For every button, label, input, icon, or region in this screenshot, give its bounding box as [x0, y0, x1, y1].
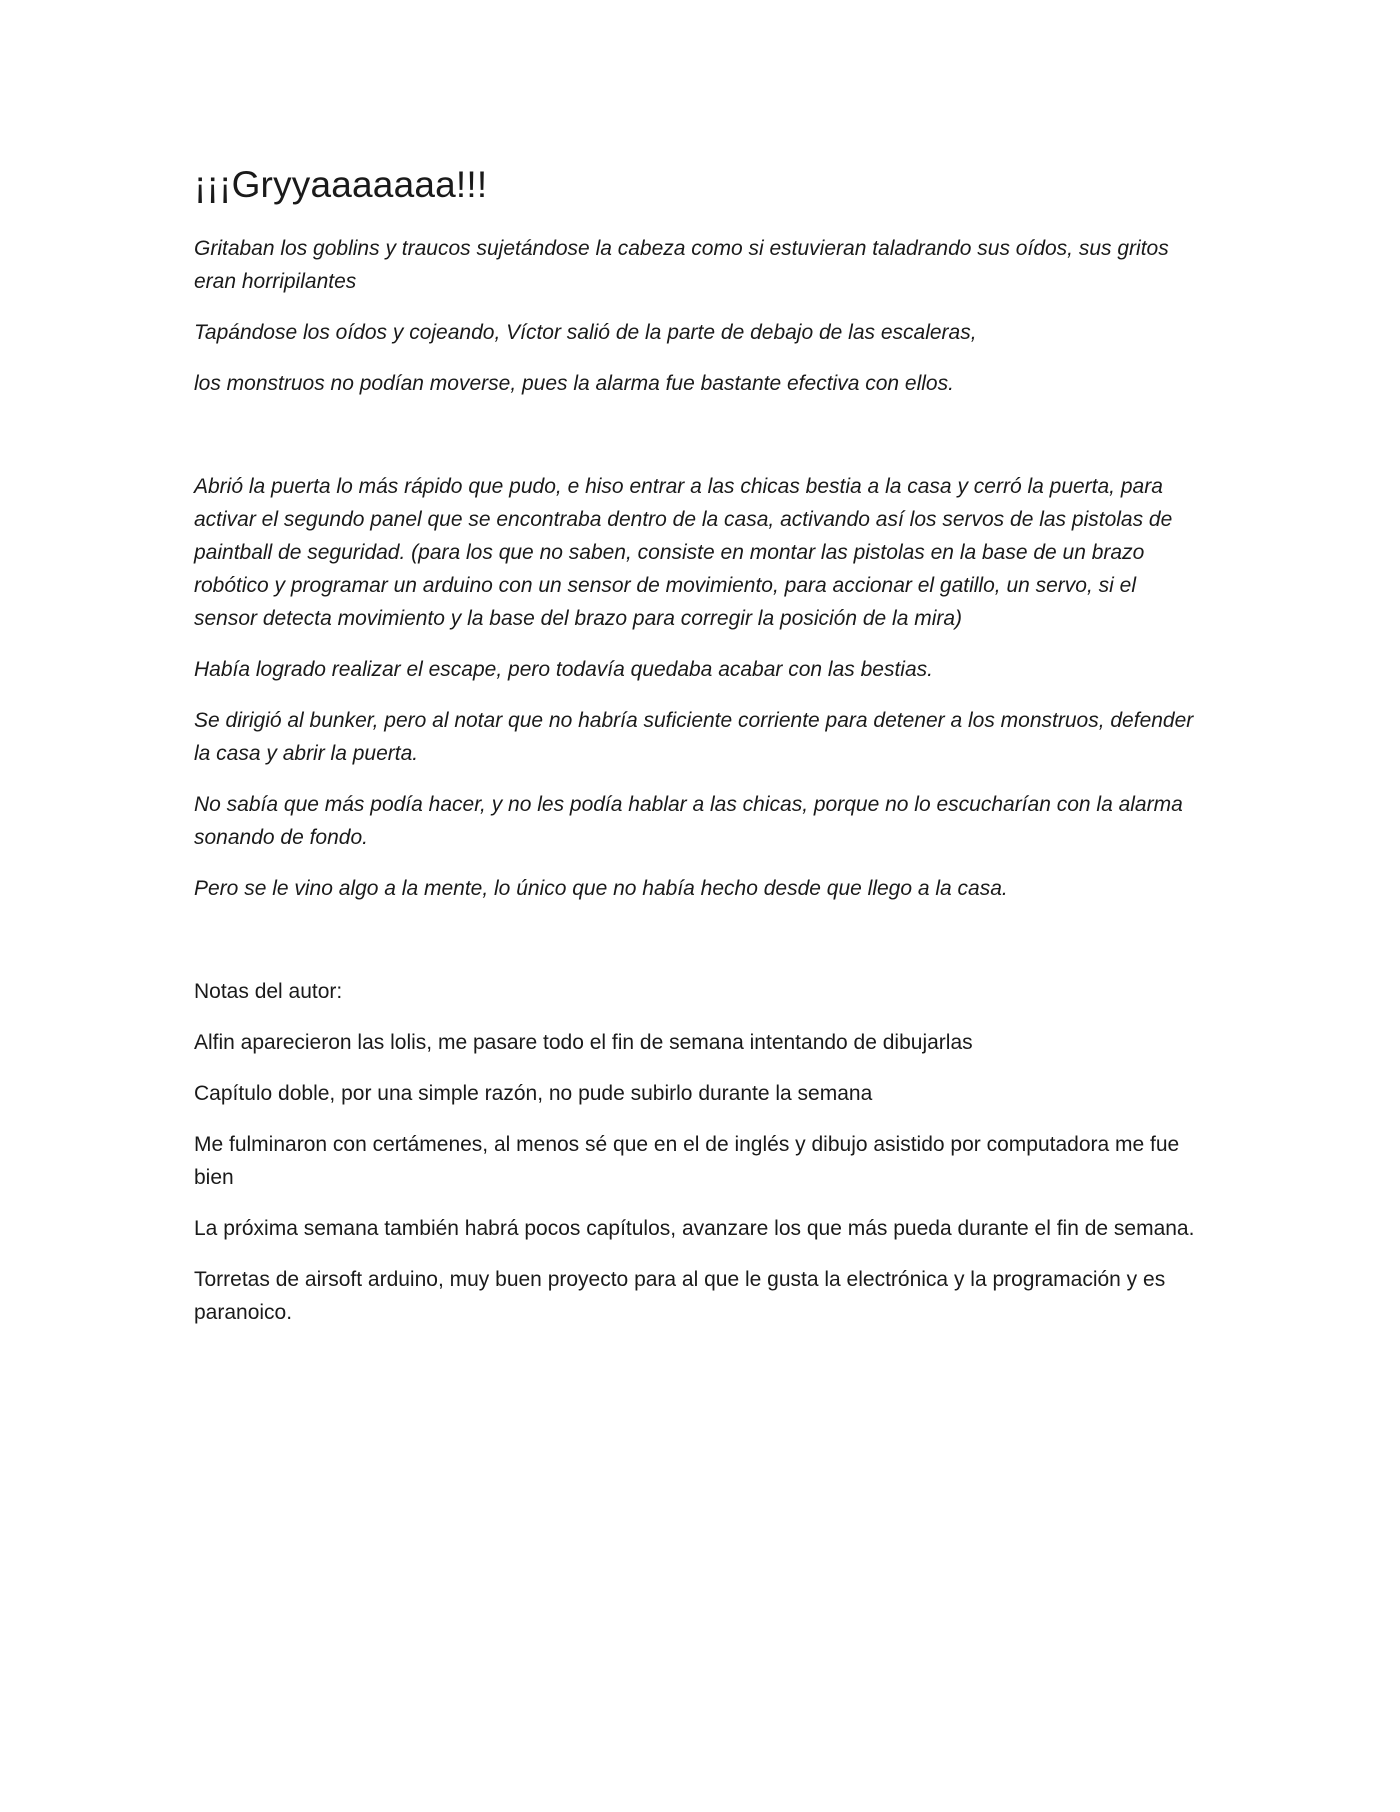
paragraph-spacer — [194, 418, 1204, 470]
story-paragraph: Pero se le vino algo a la mente, lo único que no había hecho desde que llego a la casa. — [194, 877, 1008, 900]
notes-paragraph: Torretas de airsoft arduino, muy buen proyecto para al que le gusta la electrónica y la programación y es paranoico. — [194, 1268, 1166, 1324]
story-paragraph: Se dirigió al bunker, pero al notar que no habría suficiente corriente para detener a los monstruos, defender la casa y abrir la puerta. — [194, 709, 1194, 765]
story-section — [194, 232, 1204, 905]
notes-paragraph: La próxima semana también habrá pocos capítulos, avanzare los que más pueda durante el fin de semana. — [194, 1217, 1195, 1240]
document-title: ¡¡¡Gryyaaaaaaa!!! — [194, 164, 488, 205]
notes-heading: Notas del autor: — [194, 980, 343, 1003]
document-page — [194, 162, 1204, 1347]
story-paragraph: No sabía que más podía hacer, y no les podía hablar a las chicas, porque no lo escucharían con la alarma sonando de fondo. — [194, 793, 1183, 849]
story-paragraph: Había logrado realizar el escape, pero todavía quedaba acabar con las bestias. — [194, 658, 933, 681]
notes-paragraph: Capítulo doble, por una simple razón, no pude subirlo durante la semana — [194, 1082, 873, 1105]
story-paragraph: Abrió la puerta lo más rápido que pudo, e hiso entrar a las chicas bestia a la casa y cerró la puerta, para activar el segundo panel que se encontraba dentro de la casa, activando así los servos de las pistolas de paintball de seguridad. (para los que no saben, consiste en montar las pistolas en la base de un brazo robótico y programar un arduino con un sensor de movimiento, para accionar el gatillo, un servo, si el sensor detecta movimiento y la base del brazo para corregir la posición de la mira) — [194, 475, 1173, 630]
story-paragraph: los monstruos no podían moverse, pues la alarma fue bastante efectiva con ellos. — [194, 372, 954, 395]
section-spacer — [194, 923, 1204, 975]
notes-paragraph: Alfin aparecieron las lolis, me pasare todo el fin de semana intentando de dibujarlas — [194, 1031, 973, 1054]
author-notes-section — [194, 975, 1204, 1329]
notes-paragraph: Me fulminaron con certámenes, al menos sé que en el de inglés y dibujo asistido por computadora me fue bien — [194, 1133, 1180, 1189]
story-paragraph: Gritaban los goblins y traucos sujetándose la cabeza como si estuvieran taladrando sus oídos, sus gritos eran horripilantes — [194, 237, 1169, 293]
story-paragraph: Tapándose los oídos y cojeando, Víctor salió de la parte de debajo de las escaleras, — [194, 321, 977, 344]
